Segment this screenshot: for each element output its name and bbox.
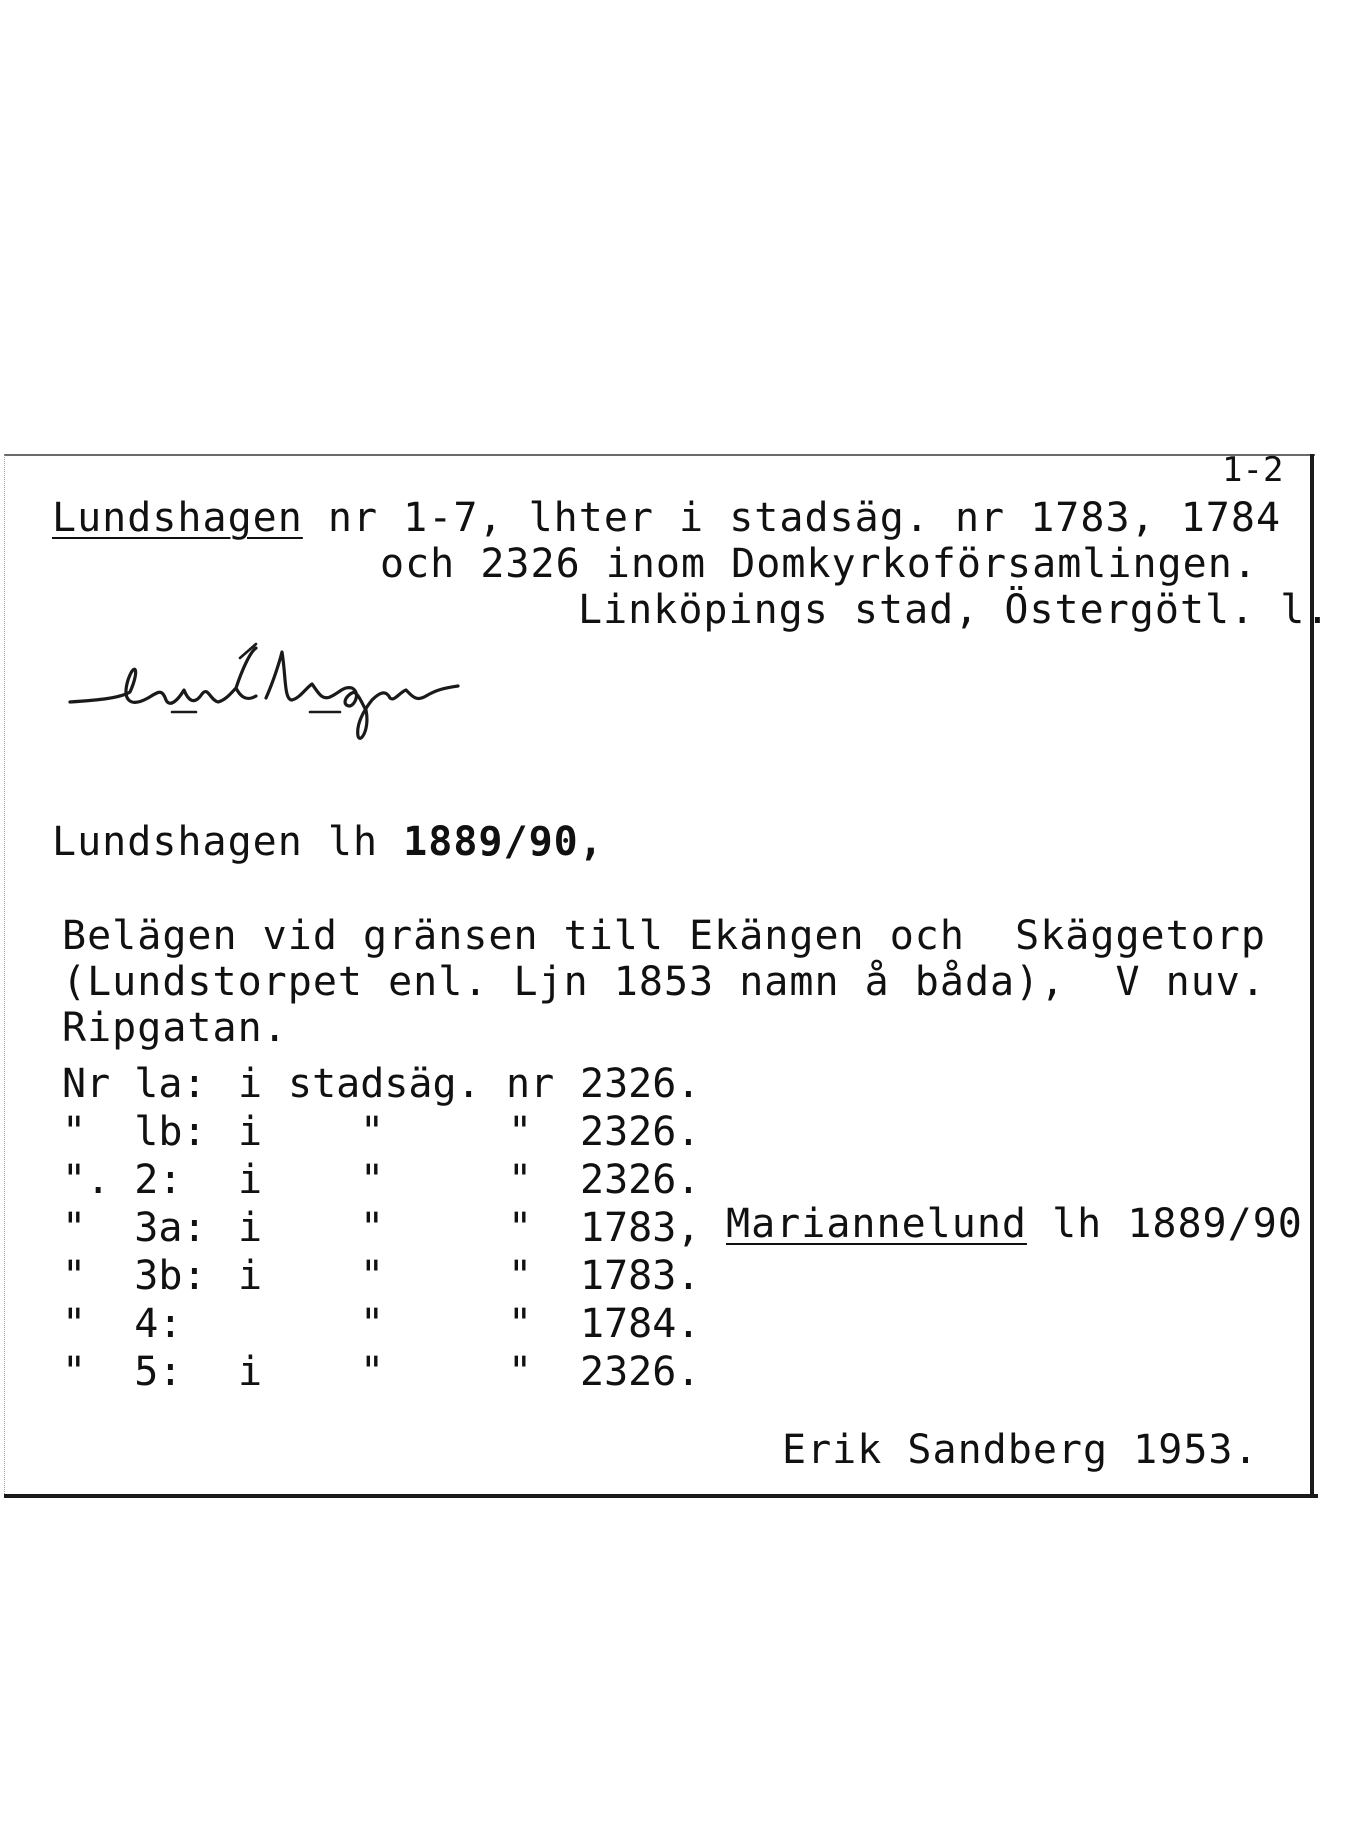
row-note-rest: lh 1889/90 bbox=[1026, 1201, 1303, 1247]
row-value: 1783. bbox=[580, 1253, 701, 1299]
row-i: i bbox=[238, 1253, 263, 1299]
row-nr: " lb: bbox=[62, 1109, 207, 1155]
header-line-2: och 2326 inom Domkyrkoförsamlingen. bbox=[380, 541, 1258, 587]
row-note bbox=[726, 1200, 1303, 1248]
description-line-2: (Lundstorpet enl. Ljn 1853 namn å båda), V nuv. bbox=[62, 959, 1266, 1005]
row-value: 2326. bbox=[580, 1157, 701, 1203]
row-label: " bbox=[360, 1205, 385, 1251]
header-line-1-rest: nr 1-7, lhter i stadsäg. nr 1783, 1784 bbox=[302, 495, 1282, 541]
header-line-1 bbox=[52, 494, 1281, 542]
row-value: 1784. bbox=[580, 1301, 701, 1347]
row-nr: " 3b: bbox=[62, 1253, 207, 1299]
row-nr-label: " bbox=[508, 1109, 533, 1155]
card-edge-bottom bbox=[4, 1494, 1318, 1498]
row-label: stadsäg. bbox=[288, 1061, 481, 1107]
row-nr-label: " bbox=[508, 1349, 533, 1395]
description-line-3: Ripgatan. bbox=[62, 1005, 288, 1051]
row-value: 2326. bbox=[580, 1349, 701, 1395]
row-label: " bbox=[360, 1157, 385, 1203]
row-value: 2326. bbox=[580, 1109, 701, 1155]
row-i: i bbox=[238, 1349, 263, 1395]
row-nr: ". 2: bbox=[62, 1157, 183, 1203]
row-nr: " 3a: bbox=[62, 1205, 207, 1251]
row-label: " bbox=[360, 1109, 385, 1155]
header-line-3: Linköpings stad, Östergötl. l. bbox=[578, 587, 1331, 633]
row-nr: " 5: bbox=[62, 1349, 183, 1395]
row-nr-label: nr bbox=[506, 1061, 555, 1107]
reference-line bbox=[52, 818, 604, 866]
row-note-link: Mariannelund bbox=[726, 1201, 1027, 1247]
handwritten-name bbox=[60, 640, 520, 750]
row-label: " bbox=[360, 1349, 385, 1395]
row-value: 2326. bbox=[580, 1061, 701, 1107]
reference-year: 1889/90, bbox=[403, 819, 604, 865]
row-nr-label: " bbox=[508, 1157, 533, 1203]
row-i: i bbox=[238, 1109, 263, 1155]
row-nr: Nr la: bbox=[62, 1061, 207, 1107]
row-nr-label: " bbox=[508, 1301, 533, 1347]
description-line-1: Belägen vid gränsen till Ekängen och Skäggetorp bbox=[62, 913, 1266, 959]
signature: Erik Sandberg 1953. bbox=[782, 1427, 1259, 1473]
place-name: Lundshagen bbox=[52, 495, 303, 541]
row-nr: " 4: bbox=[62, 1301, 183, 1347]
reference-prefix: Lundshagen lh bbox=[52, 819, 404, 865]
header-superscript: 1-2 bbox=[1222, 450, 1284, 490]
row-nr-label: " bbox=[508, 1205, 533, 1251]
row-value: 1783, bbox=[580, 1205, 701, 1251]
row-label: " bbox=[360, 1301, 385, 1347]
row-nr-label: " bbox=[508, 1253, 533, 1299]
row-i: i bbox=[238, 1205, 263, 1251]
row-i: i bbox=[238, 1157, 263, 1203]
row-label: " bbox=[360, 1253, 385, 1299]
row-i: i bbox=[238, 1061, 263, 1107]
